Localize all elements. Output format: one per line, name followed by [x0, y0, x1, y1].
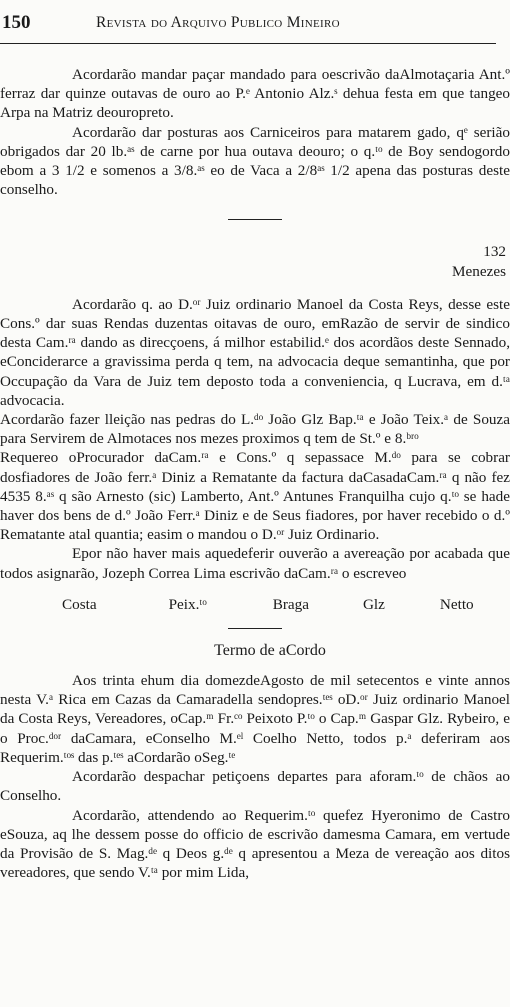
paragraph: Acordarão fazer lleição nas pedras do L.ᵈᵒ João Glz Bap.ᵗᵃ e João Teix.ᵃ de Souza para Servirem de Almotaces nos mezes proximos q tem de St.º e 8.ᵇʳᵒ	[0, 411, 510, 448]
paragraph: Acordarão mandar paçar mandado para oescrivão daAlmotaçaria Ant.º ferraz dar quinze outavas de ouro ao P.ᵉ Antonio Alz.ˢ dehua festa em que tangeo Arpa na Matriz deouropreto.	[0, 66, 510, 122]
paragraph: Acordarão q. ao D.ᵒʳ Juiz ordinario Manoel da Costa Reys, desse este Cons.º dar suas Rendas duzentas oitavas de ouro, emRazão de servir de sindico desta Cam.ʳᵃ dando as direcçoens, á milhor estabilid.ᵉ dos acordãos deste Sennado, eConciderarce a gravissima perda q tem, na advocacia deque semantinha, que por Occupação da Vara de Juiz tem deposto toda a conveniencia, q Lucrava, em d.ᵗᵃ advocacia.	[0, 295, 510, 409]
signature: Costa	[62, 595, 97, 613]
signature: Braga	[272, 595, 309, 613]
page-header	[0, 12, 510, 36]
paragraph: Acordarão, attendendo ao Requerim.ᵗᵒ quefez Hyeronimo de Castro eSouza, aq lhe dessem posse do officio de escrivão damesma Camara, em vertude da Provisão de S. Mag.ᵈᵉ q Deos g.ᵈᵉ q apresentou a Meza de vereação aos ditos vereadores, que sendo V.ᵗᵃ por mim Lida,	[0, 806, 510, 882]
margin-note-number: 132	[483, 243, 506, 261]
paragraph: Aos trinta ehum dia domezdeAgosto de mil setecentos e vinte annos nesta V.ᵃ Rica em Cazas da Camaradella sendopres.ᵗᵉˢ oD.ᵒʳ Juiz ordinario Manoel da Costa Reys, Vereadores, oCap.ᵐ Fr.ᶜᵒ Peixoto P.ᵗᵒ o Cap.ᵐ Gaspar Glz. Rybeiro, e o Proc.ᵈᵒʳ daCamara, eConselho M.ᵉˡ Coelho Netto, todos p.ᵃ deferiram aos Requerim.ᵗᵒˢ das p.ᵗᵉˢ aCordarão oSeg.ᵗᵉ	[0, 672, 510, 766]
section-title: Termo de aCordo	[214, 642, 326, 660]
section-separator	[228, 219, 282, 220]
signature: Glz	[362, 595, 385, 613]
margin-note-name: Menezes	[452, 262, 506, 280]
paragraph: Acordarão dar posturas aos Carniceiros para matarem gado, qᵉ serião obrigados dar 20 lb.ᵃˢ de carne por hua outava deouro; o q.ᵗᵒ de Boy sendogordo ebom a 3 1/2 e somenos a 3/8.ᵃˢ eo de Vaca a 2/8ᵃˢ 1/2 apena das posturas deste conselho.	[0, 123, 510, 199]
signature: Netto	[439, 595, 474, 613]
paragraph: Acordarão despachar petiçoens departes para aforam.ᵗᵒ de chãos ao Conselho.	[0, 768, 510, 805]
running-title: Revista do Arquivo Publico Mineiro	[96, 14, 340, 31]
header-rule	[0, 43, 496, 44]
page-body	[0, 65, 510, 882]
page-number: 150	[2, 12, 31, 33]
signature-line	[0, 595, 510, 614]
paragraph: Requereo oProcurador daCam.ʳᵃ e Cons.º q sepassace M.ᵈᵒ para se cobrar dosfiadores de João ferr.ᵃ Diniz a Rematante da factura daCasadaCam.ʳᵃ q não fez 4535 8.ᵃˢ q são Arnesto (sic) Lamberto, Ant.º Antunes Franquilha cujo q.ᵗᵒ se hade haver dos bens de d.º João Ferr.ᵃ Diniz e de Seus fiadores, por haver recebido o d.º Rematante atal quantia; easim o mandou o D.ᵒʳ Juiz Ordinario.	[0, 449, 510, 544]
section-separator	[228, 628, 282, 629]
paragraph: Epor não haver mais aquedeferir ouverão a avereação por acabada que todos asignarão, Jozeph Correa Lima escrivão daCam.ʳᵃ o escreveo	[0, 545, 510, 582]
signature: Peix.ᵗᵒ	[168, 595, 207, 613]
